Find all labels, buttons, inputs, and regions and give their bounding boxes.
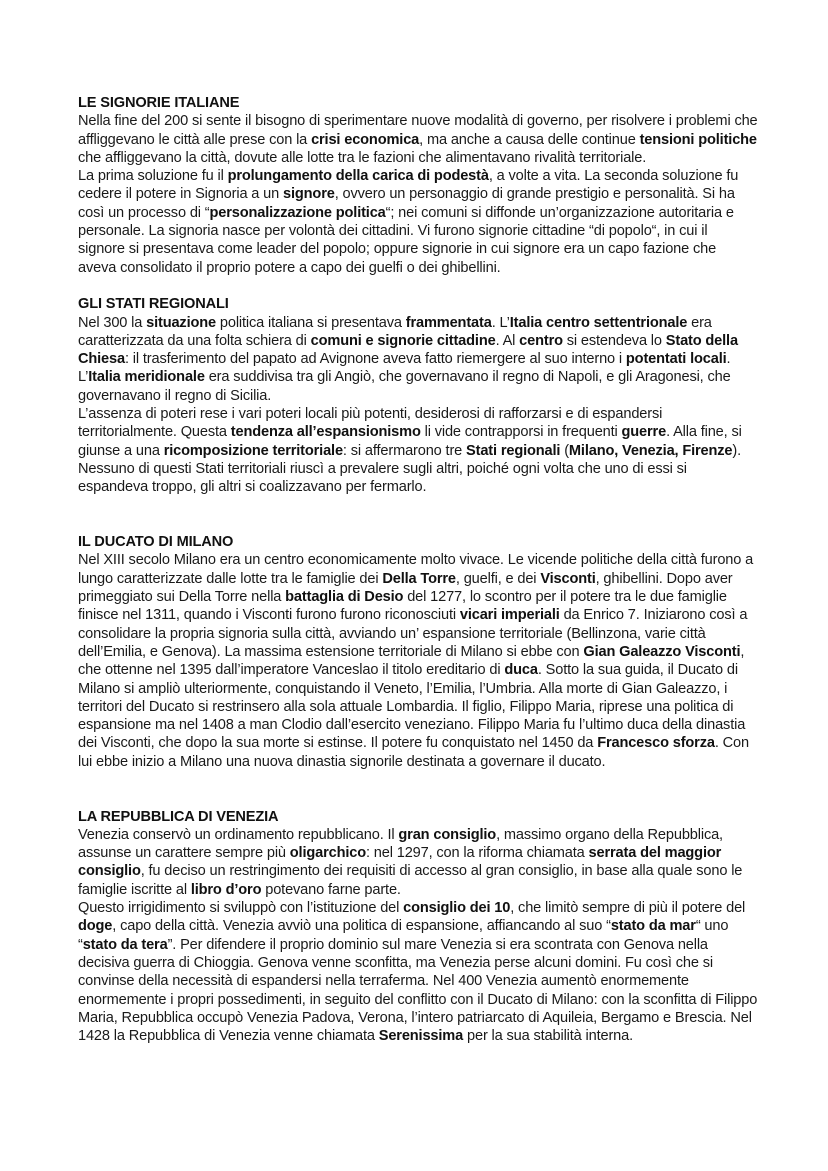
bold-term: vicari imperiali <box>459 607 560 624</box>
bold-term: tendenza all’espansionismo <box>230 424 421 441</box>
text-run: , ma anche a causa delle continue <box>419 131 640 148</box>
text-run: , ovvero un personaggio di grande prestigio e personalità. Si ha così un processo di “ <box>78 186 735 221</box>
text-run: . Sotto la sua guida, il Ducato di Milano si ampliò ulteriormente, conquistando il Veneto, l’Emilia, l’Umbria. Alla morte di Gian Galeazzo, i territori del Ducato si restrinsero alla sola attuale Lombardia. Il figlio, Filippo Maria, riprese una politica di espansione ma nel 1408 a man Clodio dall’esercito veneziano. Filippo Maria fu l’ultimo duca della dinastia dei Visconti, che dopo la sua morte si estinse. Il potere fu conquistato nel 1450 da <box>78 662 746 752</box>
text-run: Venezia conservò un ordinamento repubblicano. Il <box>78 826 399 843</box>
text-run: ( <box>560 442 569 459</box>
bold-term: centro <box>519 332 563 349</box>
text-run: era caratterizzata da una folta schiera di <box>78 314 712 349</box>
text-run: ). Nessuno di questi Stati territoriali riuscì a prevalere sugli altri, poiché ogni volta che uno di essi si espandeva troppo, gli altri si coalizzavano per fermarlo. <box>78 442 742 496</box>
text-run: del 1277, lo scontro per il potere tra le due famiglie finisce nel 1311, quando i Visconti furono furono riconosciuti <box>78 589 727 624</box>
text-run: , guelfi, e dei <box>455 570 541 587</box>
text-run: si estendeva lo <box>562 332 666 349</box>
bold-term: battaglia di Desio <box>285 589 404 606</box>
bold-term: situazione <box>146 314 216 331</box>
bold-term: gran consiglio <box>398 826 497 843</box>
text-run: : si affermarono tre <box>342 442 467 459</box>
text-run: “ uno “ <box>78 918 729 953</box>
paragraph <box>78 314 758 405</box>
bold-term: personalizzazione politica <box>209 204 386 221</box>
section-heading: GLI STATI REGIONALI <box>78 296 229 313</box>
paragraph <box>78 405 758 496</box>
bold-term: Serenissima <box>378 1028 464 1045</box>
text-run: , massimo organo della Repubblica, assunse un carattere sempre più <box>78 826 723 862</box>
text-run: . Alla fine, si giunse a una <box>78 424 742 459</box>
text-run: potevano farne parte. <box>261 881 401 898</box>
text-run: . L’ <box>78 351 731 386</box>
bold-term: frammentata <box>405 314 492 331</box>
section-repubblica-di-venezia <box>78 808 758 1046</box>
paragraph <box>78 899 758 1045</box>
text-run: , che limitò sempre di più il potere del <box>510 900 746 917</box>
text-run: La prima soluzione fu il <box>78 168 228 185</box>
bold-term: Italia centro settentrionale <box>509 314 688 331</box>
bold-term: comuni e signorie cittadine <box>310 332 496 349</box>
text-run: , a volte a vita. La seconda soluzione fu cedere il potere in Signoria a un <box>78 168 739 203</box>
text-run: , che ottenne nel 1395 dall’imperatore Vanceslao il titolo ereditario di <box>78 643 745 679</box>
text-run: , fu deciso un restringimento dei requisiti di accesso al gran consiglio, in base alla quale sono le famiglie iscritte al <box>78 863 743 898</box>
bold-term: crisi economica <box>311 131 420 148</box>
bold-term: duca <box>504 662 538 679</box>
bold-term: Gian Galeazzo Visconti <box>583 643 741 660</box>
text-run: Nel XIII secolo Milano era un centro economicamente molto vivace. Le vicende politiche della città furono a lungo caratterizzate dalle lotte tra le famiglie dei <box>78 552 754 587</box>
text-run: , capo della città. Venezia avviò una politica di espansione, affiancando al suo “ <box>112 918 611 935</box>
bold-term: signore <box>283 186 335 203</box>
bold-term: libro d’oro <box>190 881 262 898</box>
text-run: da Enrico 7. Iniziarono così a consolidare la propria signoria sulla città, avviando un’ espansione territoriale (Bellinzona, varie città dell’Emilia, e Genova). La massima estensione territoriale di Milano si ebbe con <box>78 607 748 660</box>
paragraph <box>78 167 758 277</box>
text-run: Nel 300 la <box>78 314 147 331</box>
bold-term: Stati regionali <box>466 442 561 459</box>
paragraph <box>78 551 758 771</box>
bold-term: Stato della Chiesa <box>78 332 738 368</box>
section-signorie-italiane <box>78 94 758 277</box>
text-run: era suddivisa tra gli Angiò, che governavano il regno di Napoli, e gli Aragonesi, che governavano il regno di Sicilia. <box>78 369 731 404</box>
text-run: , ghibellini. Dopo aver primeggiato sui Della Torre nella <box>78 570 733 606</box>
section-stati-regionali <box>78 295 758 496</box>
text-run: . Con lui ebbe inizio a Milano una nuova dinastia signorile destinata a governare il ducato. <box>78 735 749 770</box>
paragraph <box>78 112 758 167</box>
text-run: . L’ <box>491 314 510 331</box>
bold-term: serrata del maggior consiglio <box>78 845 722 880</box>
text-run: Questo irrigidimento si sviluppò con l’istituzione del <box>78 900 404 917</box>
bold-term: guerre <box>621 424 667 441</box>
text-run: ”. Per difendere il proprio dominio sul mare Venezia si era scontrata con Genova nella decisiva guerra di Chioggia. Genova venne sconfitta, ma Venezia perse alcuni domini. Fu così che si convinse della necessità di espandersi nella terraferma. Nel 400 Venezia aumentò enormemente enormemente i propri possedimenti, in seguito del conflitto con il Ducato di Milano: con la sconfitta di Filippo Maria, Repubblica occupò Venezia Padova, Verona, l’intero patriarcato di Aquileia, Bergamo e Brescia. Nel 1428 la Repubblica di Venezia venne chiamata <box>78 936 758 1045</box>
text-run: L’assenza di poteri rese i vari poteri locali più potenti, desiderosi di rafforzarsi e di espandersi territorialmente. Questa <box>78 406 663 441</box>
bold-term: ricomposizione territoriale <box>163 442 343 459</box>
text-run: li vide contrapporsi in frequenti <box>420 424 622 441</box>
text-run: “; nei comuni si diffonde un’organizzazione autoritaria e personale. La signoria nasce per volontà dei cittadini. Vi furono signorie cittadine “di popolo“, in cui il signore si presentava come leader del popolo; oppure signorie in cui signore era un capo fazione che aveva consolidato il proprio potere a capo dei guelfi o dei ghibellini. <box>78 204 734 276</box>
bold-term: prolungamento della carica di podestà <box>227 168 489 185</box>
text-run: Nella fine del 200 si sente il bisogno di sperimentare nuove modalità di governo, per risolvere i problemi che affliggevano le città alle prese con la <box>78 113 758 148</box>
section-heading: LE SIGNORIE ITALIANE <box>78 95 240 111</box>
bold-term: Francesco sforza <box>597 735 715 752</box>
text-run: : nel 1297, con la riforma chiamata <box>366 845 589 862</box>
section-ducato-di-milano <box>78 533 758 771</box>
bold-term: Visconti <box>540 570 596 587</box>
bold-term: Della Torre <box>382 570 456 587</box>
bold-term: Milano, Venezia, Firenze <box>568 442 733 459</box>
bold-term: stato da mar <box>610 918 696 935</box>
text-run: . Al <box>495 332 520 349</box>
paragraph <box>78 826 758 899</box>
bold-term: oligarchico <box>289 845 366 862</box>
document-page <box>78 94 758 1045</box>
bold-term: Italia meridionale <box>88 369 205 386</box>
text-run: per la sua stabilità interna. <box>463 1028 634 1045</box>
bold-term: stato da tera <box>82 936 168 953</box>
text-run: politica italiana si presentava <box>215 314 406 331</box>
bold-term: consiglio dei 10 <box>403 900 511 917</box>
text-run: che affliggevano la città, dovute alle lotte tra le fazioni che alimentavano rivalità territoriale. <box>78 149 647 166</box>
section-heading: LA REPUBBLICA DI VENEZIA <box>78 808 279 825</box>
bold-term: tensioni politiche <box>639 131 757 148</box>
section-heading: IL DUCATO DI MILANO <box>78 534 234 551</box>
text-run: : il trasferimento del papato ad Avignone aveva fatto riemergere al suo interno i <box>124 351 626 368</box>
bold-term: doge <box>78 918 113 935</box>
bold-term: potentati locali <box>625 351 727 368</box>
